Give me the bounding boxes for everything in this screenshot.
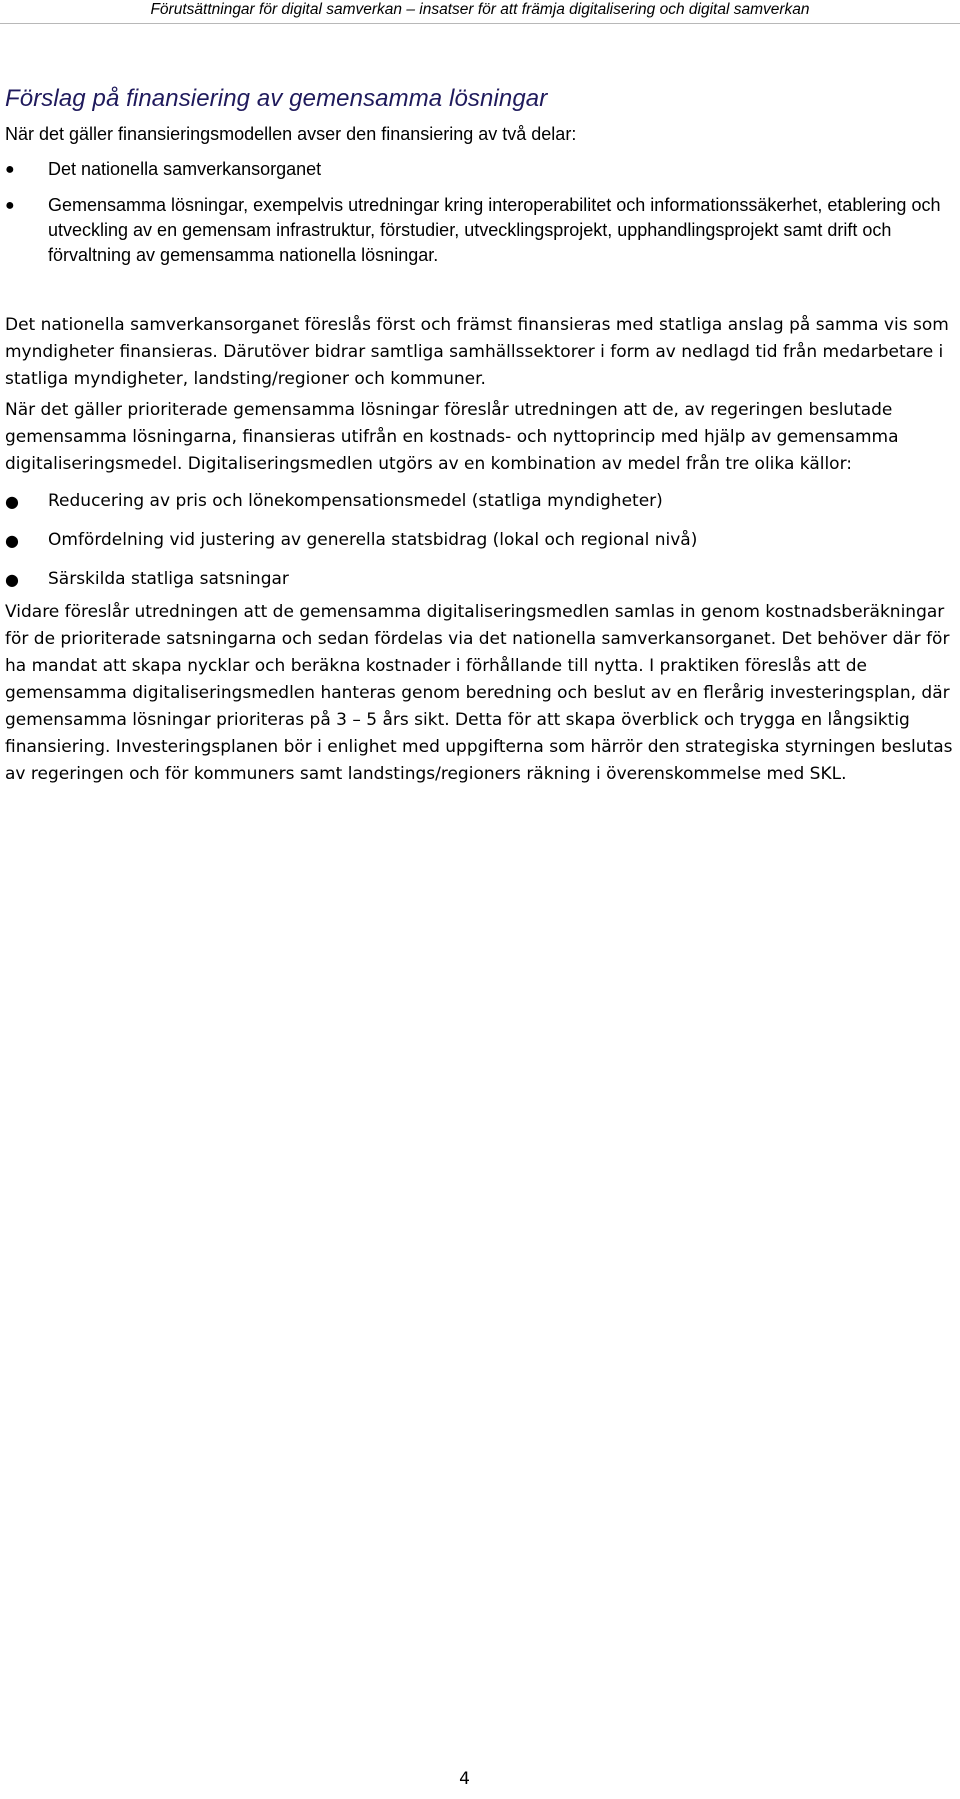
list-item — [5, 566, 955, 593]
bullet-icon: ● — [5, 570, 19, 589]
list-item — [5, 193, 955, 268]
bullet-icon: ● — [5, 197, 15, 214]
list-item-text: Det nationella samverkansorganet — [48, 159, 322, 179]
list-item-text: Omfördelning vid justering av generella statsbidrag (lokal och regional nivå) — [48, 530, 698, 550]
bullet-icon: ● — [5, 531, 19, 550]
paragraph-samverkansorgan: Det nationella samverkansorganet föreslås först och främst finansieras med statliga anslag på samma vis som myndigheter finansieras. Därutöver bidrar samtliga samhällssektorer i form av nedlagd tid från medarbetare i statliga myndigheter, landsting/regioner och kommuner. — [5, 315, 949, 389]
list-item — [5, 527, 955, 554]
bullet-icon: ● — [5, 492, 19, 511]
intro-paragraph: När det gäller finansieringsmodellen avser den finansiering av två delar: — [5, 124, 577, 144]
list-item — [5, 157, 955, 182]
list-item-text: Gemensamma lösningar, exempelvis utredningar kring interoperabilitet och informationssäkerhet, etablering och utveckling av en gemensam infrastruktur, förstudier, utvecklingsprojekt, upphandlingsprojekt samt drift och förvaltning av gemensamma nationella lösningar. — [48, 195, 941, 265]
paragraph-prioritized-solutions: När det gäller prioriterade gemensamma lösningar föreslår utredningen att de, av regeringen beslutade gemensamma lösningarna, finansieras utifrån en kostnads- och nyttoprincip med hjälp av gemensamma digitaliseringsmedel. Digitaliseringsmedlen utgörs av en kombination av medel från tre olika källor: — [5, 400, 899, 474]
bullet-list-funding-sources — [5, 488, 955, 593]
paragraph-investment-plan: Vidare föreslår utredningen att de gemensamma digitaliseringsmedlen samlas in genom kostnadsberäkningar för de prioriterade satsningarna och sedan fördelas via det nationella samverkansorganet. Det behöver där för ha mandat att skapa nycklar och beräkna kostnader i förhållande till nytta. I praktiken föreslås att de gemensamma digitaliseringsmedlen hanteras genom beredning och beslut av en flerårig investeringsplan, där gemensamma lösningar prioriteras på 3 – 5 års sikt. Detta för att skapa överblick och trygga en långsiktig finansiering. Investeringsplanen bör i enlighet med uppgifterna som härrör den strategiska styrningen beslutas av regeringen och för kommuners samt landstings/regioners räkning i överenskommelse med SKL. — [5, 602, 953, 784]
list-item-text: Reducering av pris och lönekompensationsmedel (statliga myndigheter) — [48, 491, 663, 511]
section-title: Förslag på finansiering av gemensamma lösningar — [5, 85, 548, 112]
bullet-icon: ● — [5, 161, 15, 178]
list-item-text: Särskilda statliga satsningar — [48, 569, 289, 589]
list-item — [5, 488, 955, 515]
section-content — [5, 84, 955, 788]
bullet-list-funding-parts — [5, 157, 955, 268]
running-header: Förutsättningar för digital samverkan – insatser för att främja digitalisering och digital samverkan — [150, 1, 810, 18]
header-divider — [0, 23, 960, 24]
page-number: 4 — [459, 1769, 470, 1789]
